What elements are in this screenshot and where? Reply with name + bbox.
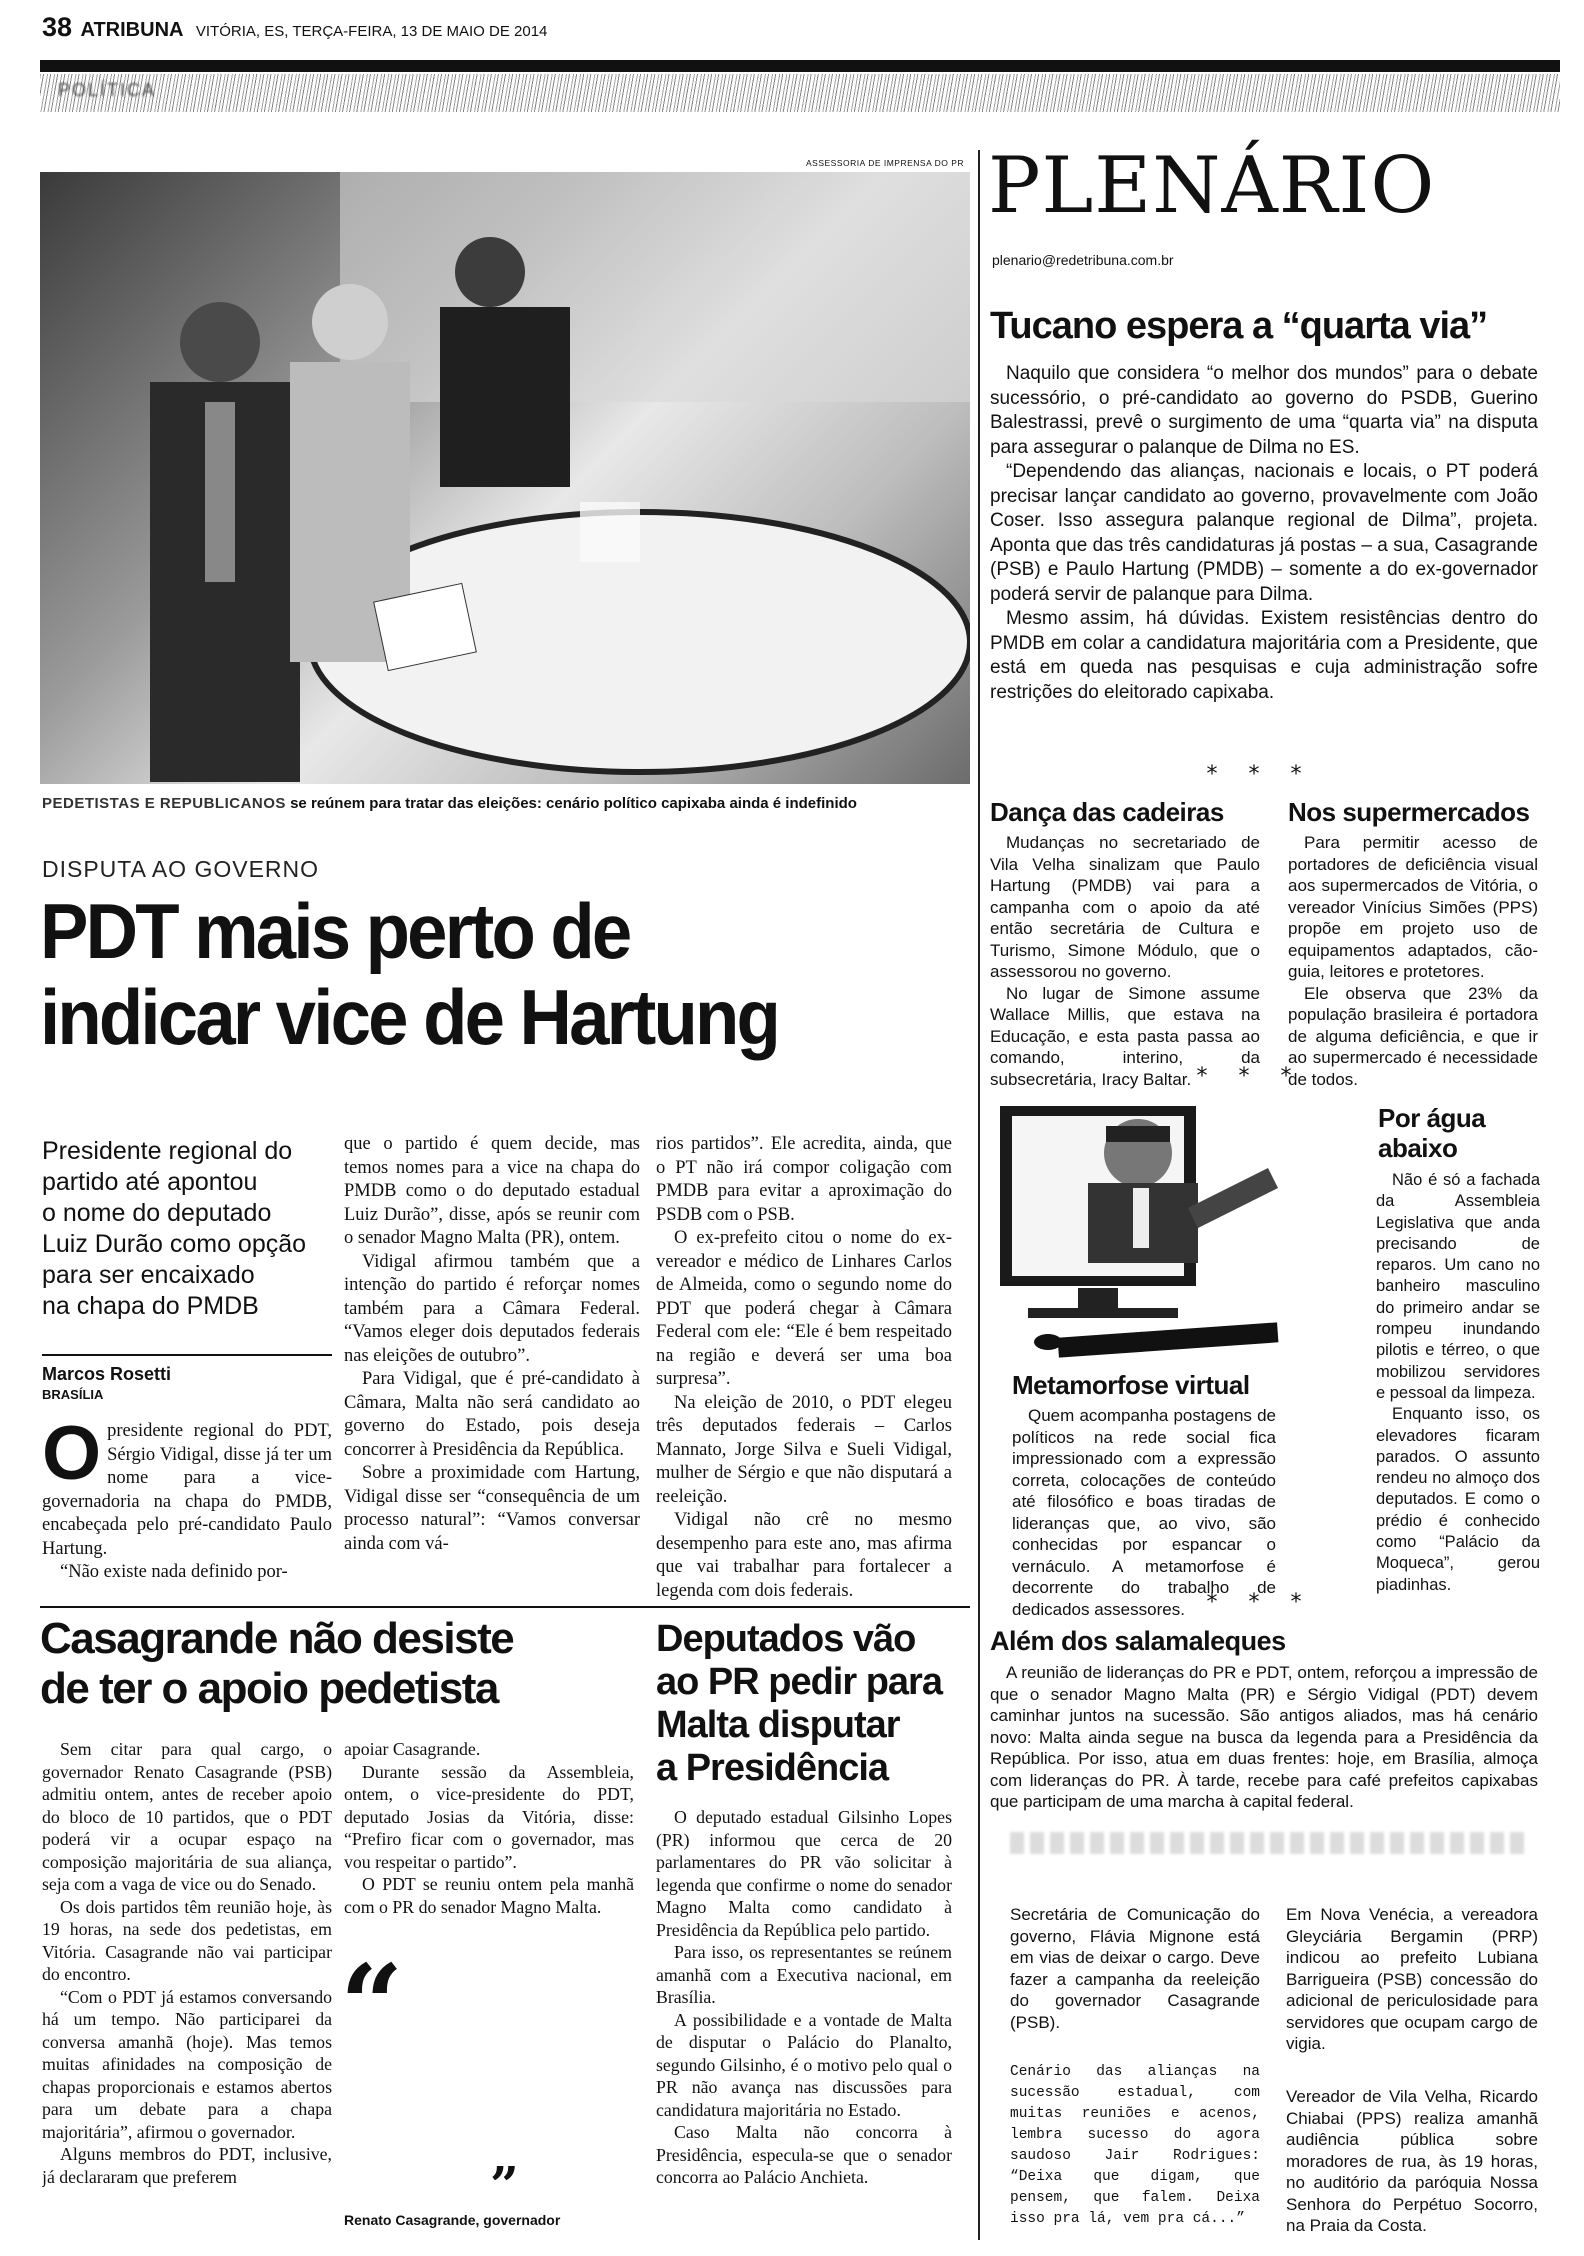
quote-close-mark: ” (490, 2155, 519, 2214)
deck-line: na chapa do PMDB (42, 1292, 259, 1320)
note3: Em Nova Venécia, a vereadora Gleyciária Bergamin (PRP) indicou ao prefeito Lubiana Barrigueira (PSB) concessão do adicional de periculosidade para servidores que ocupam cargo de vigia. (1286, 1905, 1538, 2053)
main-col2 (344, 1133, 640, 1556)
kicker: DISPUTA AO GOVERNO (42, 856, 320, 882)
main-col3-p4: Vidigal não crê no mesmo desempenho para este ano, mas afirma que vai trabalhar para fortalecer a legenda com dois federais. (656, 1510, 952, 1601)
casagrande-col1-p3: “Com o PDT já estamos conversando há um tempo. Não participarei da conversa amanhã (hoje). Mas temos muitas afinidades na composição de chapas proporcionais e estamos abertos para um debate para a chapa majoritária”, afirmou o governador. (42, 1986, 332, 2142)
photo-credit: ASSESSORIA DE IMPRENSA DO PR (806, 158, 965, 168)
danca-headline: Dança das cadeiras (990, 797, 1224, 827)
agua-headline-line2: abaixo (1378, 1133, 1458, 1163)
main-col3-p3: Na eleição de 2010, o PDT elegeu três deputados federais – Carlos Mannato, Jorge Silva e Sueli Vidigal, mulher de Sérgio e que não disputará a reeleição. (656, 1392, 952, 1507)
deck-line: partido até apontou (42, 1168, 258, 1196)
note-jair-rodrigues (1010, 2062, 1260, 2230)
super-headline: Nos supermercados (1288, 797, 1530, 827)
deputados-headline-line: Deputados vão (656, 1618, 916, 1660)
section-rule (40, 1606, 970, 1608)
deputados-headline (656, 1618, 966, 1790)
tucano-p1: Naquilo que considera “o melhor dos mundos” para o debate sucessório, o pré-candidato ao governo do PSDB, Guerino Balestrassi, prevê o surgimento de uma “quarta via” na disputa para assegurar o palanque de Dilma no ES. (990, 363, 1538, 458)
photo-caption-lead: PEDETISTAS E REPUBLICANOS (42, 795, 286, 812)
alem-headline: Além dos salamaleques (990, 1626, 1286, 1656)
casagrande-headline-line2: de ter o apoio pedetista (40, 1664, 498, 1713)
paper-name: ATRIBUNA (80, 19, 184, 41)
casagrande-col2 (344, 1738, 634, 1918)
plenario-title: PLENÁRIO (988, 141, 1436, 231)
casagrande-col2-p1: apoiar Casagrande. (344, 1739, 481, 1759)
meta-body (1012, 1405, 1276, 1620)
casagrande-col1-p4: Alguns membros do PDT, inclusive, já declararam que preferem (42, 2144, 332, 2187)
main-col2-p2: Vidigal afirmou também que a intenção do partido é reforçar nomes também para a Câmara Federal. “Vamos eleger dois deputados federais nas eleições de outubro”. (344, 1251, 640, 1366)
main-headline-line1: PDT mais perto de (40, 887, 630, 975)
casagrande-col2-p2: Durante sessão da Assembleia, ontem, o vice-presidente do PDT, deputado Josias da Vitória, disse: “Prefiro ficar com o governador, mas vou respeitar o partido”. (344, 1761, 634, 1872)
photo-caption (42, 795, 972, 812)
deputados-p2: Para isso, os representantes se reúnem amanhã com a Executiva nacional, em Brasília. (656, 1942, 952, 2007)
separator-stars: * * * (1196, 1064, 1304, 1089)
header-rule (40, 60, 1560, 72)
note-flavia (1010, 1904, 1260, 2033)
note1: Secretária de Comunicação do governo, Flávia Mignone está em vias de deixar o cargo. Deve fazer a campanha da reeleição do governador Casagrande (PSB). (1010, 1905, 1260, 2032)
main-headline (40, 888, 980, 1060)
agua-headline-line1: Por água (1378, 1103, 1486, 1133)
section-label: POLÍTICA (58, 80, 157, 100)
alem-p1: A reunião de lideranças do PR e PDT, ontem, reforçou a impressão de que o senador Magno Malta (PR) e Sérgio Vidigal (PDT) devem caminhar juntos na sucessão. São antigos aliados, mas há cenário novo: Malta ainda segue na busca da legenda para a Presidência da República. Por isso, atua em duas frentes: hoje, em Brasília, almoça com lideranças do PR. À tarde, recebe para café prefeitos capixabas que participam de uma marcha à capital federal. (990, 1663, 1538, 1811)
meta-headline: Metamorfose virtual (1012, 1370, 1250, 1400)
computer-man-icon (988, 1098, 1288, 1358)
deck-line: Luiz Durão como opção (42, 1230, 307, 1258)
page-number: 38 (42, 12, 73, 42)
section-band (40, 74, 1560, 112)
tucano-p3: Mesmo assim, há dúvidas. Existem resistências dentro do PMDB em colar a candidatura majoritária com a Presidente, que está em queda nas pesquisas e cuja administração sofre restrições do eleitorado capixaba. (990, 608, 1538, 703)
main-col3-p1: rios partidos”. Ele acredita, ainda, que o PT não irá compor coligação com PMDB para evitar a aproximação do PSDB com o PSB. (656, 1134, 952, 1225)
casagrande-headline-line1: Casagrande não desiste (40, 1614, 514, 1663)
main-col1-p2: “Não existe nada definido por- (60, 1562, 288, 1582)
agua-p1: Não é só a fachada da Assembleia Legislativa que anda precisando de reparos. Um cano no banheiro masculino do primeiro andar se rompeu inundando pilotis e térreo, o que mobilizou servidores e pessoal da limpeza. (1376, 1171, 1540, 1402)
location: BRASÍLIA (42, 1387, 104, 1402)
blurred-subheading (1010, 1832, 1530, 1854)
super-p1: Para permitir acesso de portadores de deficiência visual aos supermercados de Vitória, o vereador Vinícius Simões (PPS) propõe em projeto uso de equipamentos adaptados, cão-guia, leitores e protetores. (1288, 833, 1538, 981)
deputados-headline-line: a Presidência (656, 1747, 889, 1789)
super-body (1288, 832, 1538, 1090)
agua-body (1376, 1170, 1540, 1596)
main-col1-p1: presidente regional do PDT, Sérgio Vidigal, disse já ter um nome para a vice-governadoria na chapa do PMDB, encabeçada pelo pré-candidato Paulo Hartung. (42, 1421, 332, 1559)
deck-line: o nome do deputado (42, 1199, 272, 1227)
page-header (42, 12, 1542, 52)
tucano-p2: “Dependendo das alianças, nacionais e locais, o PT poderá precisar lançar candidato ao governo, provavelmente com João Coser. Isso assegura palanque regional de Dilma”, projeta. Aponta que das três candidaturas já postas – a sua, Casagrande (PSB) e Paulo Hartung (PMDB) – somente a do ex-governador poderá servir de palanque para Dilma. (990, 461, 1538, 605)
deck (42, 1136, 332, 1322)
super-p2: Ele observa que 23% da população brasileira é portadora de alguma deficiência, e que ir ao supermercado é necessidade de todos. (1288, 983, 1538, 1089)
main-col3-p2: O ex-prefeito citou o nome do ex-vereador e médico de Linhares Carlos de Almeida, como o segundo nome do PDT que poderá chegar à Câmara Federal com ele: “Ele é bem respeitado na região e deverá ser uma boa surpresa”. (656, 1228, 952, 1389)
agua-headline (1378, 1103, 1485, 1163)
deputados-p1: O deputado estadual Gilsinho Lopes (PR) informou que cerca de 20 parlamentares do PR vão solicitar à legenda que confirme o nome do senador Magno Malta como candidato à Presidência da República pelo partido. (656, 1807, 952, 1940)
plenario-email: plenario@redetribuna.com.br (992, 252, 1174, 268)
deputados-headline-line: Malta disputar (656, 1704, 900, 1746)
author: Marcos Rosetti (42, 1364, 172, 1384)
note2: Cenário das alianças na sucessão estadual, com muitas reuniões e acenos, lembra sucesso do agora saudoso Jair Rodrigues: “Deixa que digam, que pensem, que falem. Deixa isso pra lá, vem pra cá...” (1010, 2064, 1260, 2227)
main-col2-p4: Sobre a proximidade com Hartung, Vidigal disse ser “consequência de um processo natural”: “Vamos conversar ainda com vá- (344, 1463, 640, 1554)
metamorfose-illustration (988, 1098, 1288, 1358)
tucano-body (990, 362, 1538, 705)
note4: Vereador de Vila Velha, Ricardo Chiabai (PPS) realiza amanhã audiência pública sobre moradores de rua, às 19 horas, no auditório da paróquia Nossa Senhora do Perpétuo Socorro, na Praia da Costa. (1286, 2087, 1538, 2235)
dateline: VITÓRIA, ES, TERÇA-FEIRA, 13 DE MAIO DE 2014 (195, 23, 548, 40)
alem-body (990, 1662, 1538, 1813)
main-photo (40, 172, 970, 784)
tucano-headline: Tucano espera a “quarta via” (990, 305, 1488, 347)
casagrande-headline (40, 1614, 660, 1714)
column-divider (978, 150, 980, 2240)
main-headline-line2: indicar vice de Hartung (40, 973, 779, 1061)
quote-attribution: Renato Casagrande, governador (344, 2212, 561, 2228)
deputados-body (656, 1806, 952, 2189)
meeting-photo-graphic (40, 172, 970, 784)
main-col2-p1: que o partido é quem decide, mas temos nomes para a vice na chapa do PMDB como o do deputado estadual Luiz Durão”, disse, após se reunir com o senador Magno Malta (PR), ontem. (344, 1134, 640, 1248)
danca-p2: No lugar de Simone assume Wallace Millis, que estava na Educação, e esta pasta passa ao comando, interino, da subsecretária, Iracy Baltar. (990, 983, 1260, 1089)
deck-line: para ser encaixado (42, 1261, 255, 1289)
byline-rule (42, 1354, 332, 1356)
deputados-p4: Caso Malta não concorra à Presidência, especula-se que o senador concorra ao Palácio Anchieta. (656, 2122, 952, 2187)
deputados-p3: A possibilidade e a vontade de Malta de disputar o Palácio do Planalto, segundo Gilsinho, é o motivo pelo qual o PR não avança nas discussões para candidatura majoritária no Estado. (656, 2009, 952, 2120)
quote-open-mark: “ (340, 1940, 404, 2069)
casagrande-col1-p1: Sem citar para qual cargo, o governador Renato Casagrande (PSB) admitiu ontem, antes de receber apoio do bloco de 10 partidos, que o PDT poderá vir a ocupar espaço na composição majoritária de sua aliança, seja com a vaga de vice ou do Senado. (42, 1739, 332, 1894)
danca-p1: Mudanças no secretariado de Vila Velha sinalizam que Paulo Hartung (PMDB) vai para a campanha com o apoio da até então secretária de Cultura e Turismo, Simone Módulo, que o assessorou no governo. (990, 833, 1260, 981)
agua-p2: Enquanto isso, os elevadores ficaram parados. O assunto rendeu no almoço dos deputados. E como o prédio é conhecido como “Palácio da Moqueca”, gerou piadinhas. (1376, 1405, 1540, 1594)
main-col2-p3: Para Vidigal, que é pré-candidato à Câmara, Malta não será candidato ao governo do Estado, pois deseja concorrer à Presidência da República. (344, 1369, 640, 1460)
main-col3 (656, 1133, 952, 1603)
drop-cap: O (42, 1420, 102, 1496)
separator-stars: * * * (1206, 762, 1314, 787)
casagrande-col2-p3: O PDT se reuniu ontem pela manhã com o PR do senador Magno Malta. (344, 1874, 634, 1917)
photo-caption-text: se reúnem para tratar das eleições: cenário político capixaba ainda é indefinido (290, 795, 857, 812)
deck-line: Presidente regional do (42, 1137, 293, 1165)
separator-stars: * * * (1206, 1590, 1314, 1615)
note-ricardo-chiabai (1286, 2086, 1538, 2237)
main-col1 (42, 1420, 332, 1585)
deputados-headline-line: ao PR pedir para (656, 1661, 942, 1703)
casagrande-col1-p2: Os dois partidos têm reunião hoje, às 19 horas, na sede dos pedetistas, em Vitória. Casagrande não vai participar do encontro. (42, 1896, 332, 1984)
meta-p1: Quem acompanha postagens de políticos na rede social fica impressionado com a expressão correta, colocações de conteúdo até filosófico e boas tiradas de lideranças que, ao vivo, são conhecidas por espancar o vernáculo. A metamorfose é decorrente do trabalho de dedicados assessores. (1012, 1406, 1276, 1619)
note-nova-venecia (1286, 1904, 1538, 2055)
casagrande-col1 (42, 1738, 332, 2228)
danca-body (990, 832, 1260, 1090)
